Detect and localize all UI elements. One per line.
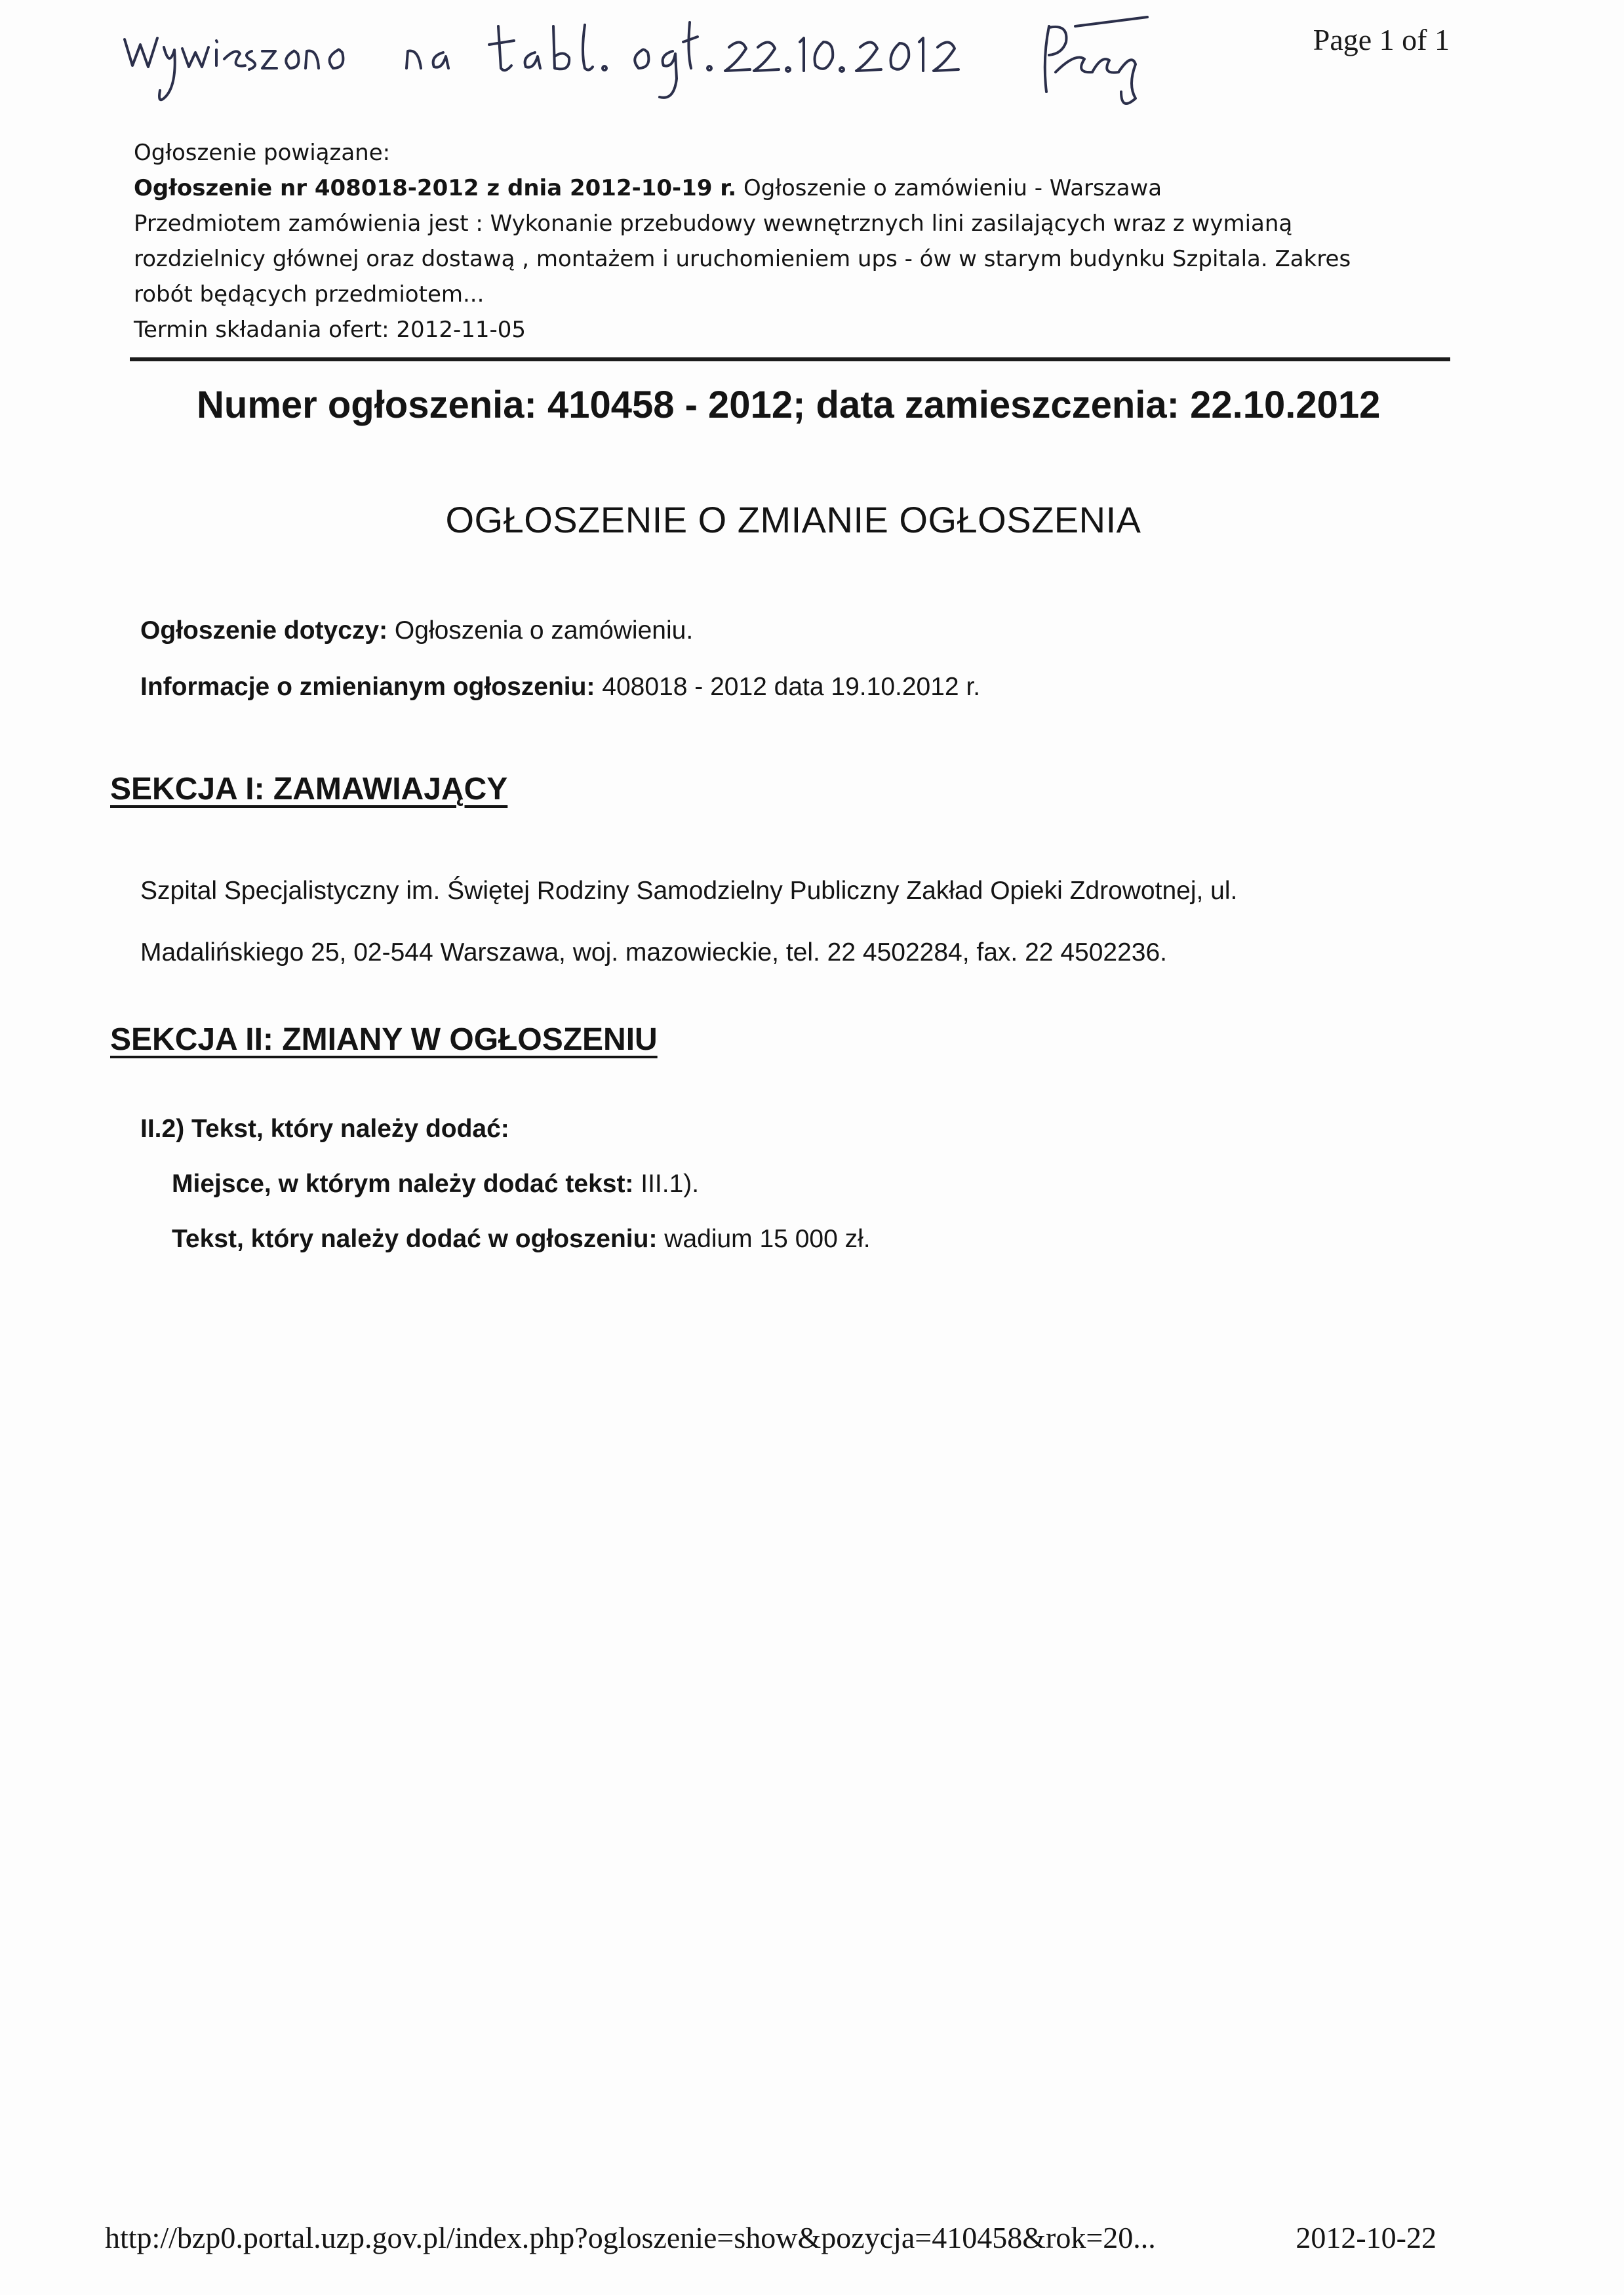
insert-text-value: wadium 15 000 zł. <box>657 1225 871 1253</box>
notice-title: OGŁOSZENIE O ZMIANIE OGŁOSZENIA <box>445 499 1141 540</box>
related-notice <box>134 135 1445 348</box>
changed-notice-info-label: Informacje o zmienianym ogłoszeniu: <box>140 673 595 701</box>
contracting-authority-address <box>140 860 1438 984</box>
notice-number-heading: Numer ogłoszenia: 410458 - 2012; data zamieszczenia: 22.10.2012 <box>197 384 1381 426</box>
insert-text-label: Tekst, który należy dodać w ogłoszeniu: <box>172 1225 658 1253</box>
notice-concerns-value: Ogłoszenia o zamówieniu. <box>387 616 694 645</box>
section-1-heading: SEKCJA I: ZAMAWIAJĄCY <box>110 772 508 807</box>
horizontal-divider <box>130 357 1450 361</box>
handwritten-annotation <box>118 13 1246 118</box>
changed-notice-info-field <box>140 673 980 702</box>
related-notice-line <box>134 170 1445 206</box>
address-line: Madalińskiego 25, 02-544 Warszawa, woj. mazowieckie, tel. 22 4502284, fax. 22 4502236. <box>140 938 1167 967</box>
related-notice-label: Ogłoszenie powiązane: <box>134 140 391 166</box>
insert-place-value: III.1). <box>633 1170 700 1198</box>
footer-url: http://bzp0.portal.uzp.gov.pl/index.php?ogloszenie=show&pozycja=410458&rok=20... <box>105 2221 1156 2254</box>
related-deadline: Termin składania ofert: 2012-11-05 <box>134 317 526 343</box>
item-ii2-label: II.2) Tekst, który należy dodać: <box>140 1115 509 1143</box>
insert-place-label: Miejsce, w którym należy dodać tekst: <box>172 1170 634 1198</box>
page-number: Page 1 of 1 <box>1313 23 1450 56</box>
related-subject-line: robót będących przedmiotem... <box>134 281 485 308</box>
notice-concerns-label: Ogłoszenie dotyczy: <box>140 616 388 645</box>
related-subject-line: rozdzielnicy głównej oraz dostawą , montażem i uruchomieniem ups - ów w starym budynku Szpitala. Zakres <box>134 246 1351 272</box>
section-2-heading: SEKCJA II: ZMIANY W OGŁOSZENIU <box>110 1022 658 1057</box>
address-line: Szpital Specjalistyczny im. Świętej Rodziny Samodzielny Publiczny Zakład Opieki Zdrowotnej, ul. <box>140 877 1238 905</box>
related-notice-link[interactable]: Ogłoszenie nr 408018-2012 z dnia 2012-10-19 r. <box>134 175 737 201</box>
related-notice-type: Ogłoszenie o zamówieniu - Warszawa <box>736 175 1162 201</box>
item-ii2-heading <box>140 1115 509 1144</box>
insert-place-field <box>172 1170 699 1199</box>
changed-notice-info-value: 408018 - 2012 data 19.10.2012 r. <box>595 673 981 701</box>
insert-text-field <box>172 1225 871 1254</box>
related-subject-line: Przedmiotem zamówienia jest : Wykonanie przebudowy wewnętrznych lini zasilających wraz z wymianą <box>134 210 1293 237</box>
footer-date: 2012-10-22 <box>1296 2221 1436 2254</box>
notice-concerns-field <box>140 616 693 645</box>
